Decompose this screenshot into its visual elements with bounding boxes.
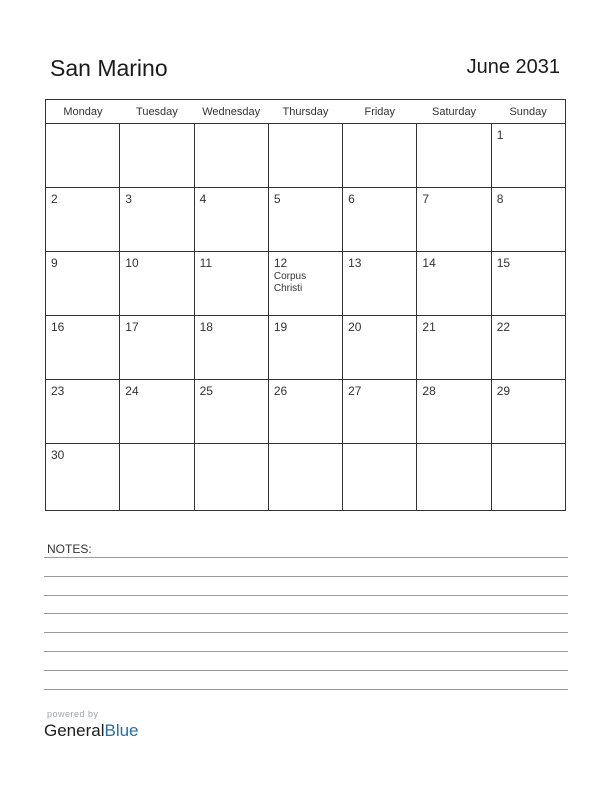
day-cell	[343, 252, 417, 316]
day-number: 15	[496, 256, 511, 270]
day-cell	[46, 444, 120, 511]
day-number: 24	[125, 384, 139, 398]
day-number: 17	[125, 320, 139, 334]
day-cell	[46, 316, 120, 380]
day-cell	[343, 124, 417, 188]
day-cell	[491, 252, 565, 316]
country-title: San Marino	[50, 55, 168, 81]
day-number: 14	[422, 256, 436, 270]
day-number: 7	[422, 192, 430, 206]
day-number: 25	[199, 384, 213, 398]
day-number: 16	[51, 320, 65, 334]
day-cell	[268, 188, 342, 252]
notes-line	[44, 613, 568, 614]
weekday-friday: Friday	[343, 100, 417, 124]
day-number: 23	[51, 384, 65, 398]
day-cell	[194, 380, 268, 444]
day-cell	[268, 124, 342, 188]
day-cell	[268, 380, 342, 444]
day-number: 22	[496, 320, 511, 334]
day-number: 8	[496, 192, 504, 206]
day-cell	[417, 188, 491, 252]
week-row	[46, 188, 566, 252]
day-number: 29	[496, 384, 511, 398]
day-cell	[417, 380, 491, 444]
day-cell	[417, 252, 491, 316]
notes-line	[44, 651, 568, 652]
week-row	[46, 252, 566, 316]
week-row	[46, 316, 566, 380]
day-number: 30	[51, 448, 65, 462]
day-number: 19	[273, 320, 288, 334]
day-number: 18	[199, 320, 213, 334]
day-number: 3	[125, 192, 132, 206]
weekday-monday: Monday	[46, 100, 120, 124]
brand-general: General	[44, 721, 105, 740]
day-number: 28	[422, 384, 436, 398]
day-number: 26	[273, 384, 288, 398]
holiday-label: Corpus Christi	[273, 271, 307, 294]
day-cell	[46, 124, 120, 188]
day-number: 21	[422, 320, 436, 334]
notes-line	[44, 595, 568, 596]
day-number: 2	[51, 192, 58, 206]
day-cell	[343, 444, 417, 511]
day-number: 1	[496, 128, 504, 142]
brand-blue: Blue	[104, 721, 139, 740]
day-cell	[491, 188, 565, 252]
day-cell	[194, 188, 268, 252]
notes-line	[44, 576, 568, 577]
day-number: 10	[125, 256, 139, 270]
day-cell	[491, 380, 565, 444]
day-number: 20	[348, 320, 362, 334]
weekday-wednesday: Wednesday	[194, 100, 268, 124]
weekday-saturday: Saturday	[417, 100, 491, 124]
day-cell	[120, 380, 194, 444]
day-number: 12	[273, 256, 288, 270]
day-cell-holiday	[268, 252, 342, 316]
notes-line	[44, 632, 568, 633]
day-number: 9	[51, 256, 58, 270]
day-cell	[417, 316, 491, 380]
week-row	[46, 380, 566, 444]
week-row	[46, 124, 566, 188]
weekday-thursday: Thursday	[268, 100, 342, 124]
day-cell	[46, 380, 120, 444]
day-cell	[417, 444, 491, 511]
day-cell	[343, 316, 417, 380]
day-cell	[120, 444, 194, 511]
day-cell	[268, 444, 342, 511]
day-cell	[120, 252, 194, 316]
day-cell	[491, 124, 565, 188]
day-cell	[417, 124, 491, 188]
notes-line	[44, 557, 568, 558]
day-number: 6	[348, 192, 355, 206]
powered-by-text: powered by	[47, 709, 99, 719]
day-number: 27	[348, 384, 362, 398]
day-cell	[194, 124, 268, 188]
day-cell	[343, 188, 417, 252]
generalblue-logo	[44, 721, 139, 741]
day-cell	[491, 444, 565, 511]
day-cell	[46, 188, 120, 252]
day-cell	[268, 316, 342, 380]
week-row	[46, 444, 566, 511]
day-cell	[194, 444, 268, 511]
day-cell	[194, 316, 268, 380]
day-number: 4	[199, 192, 207, 206]
weekday-sunday: Sunday	[491, 100, 565, 124]
day-number: 11	[199, 256, 213, 270]
notes-line	[44, 670, 568, 671]
day-cell	[120, 124, 194, 188]
day-cell	[120, 188, 194, 252]
calendar-grid	[45, 99, 566, 511]
day-number: 13	[348, 256, 362, 270]
day-cell	[194, 252, 268, 316]
day-cell	[491, 316, 565, 380]
notes-label: NOTES:	[47, 542, 92, 556]
day-cell	[120, 316, 194, 380]
weekday-header-row	[46, 100, 566, 124]
day-cell	[46, 252, 120, 316]
month-year-title: June 2031	[466, 56, 560, 78]
weekday-tuesday: Tuesday	[120, 100, 194, 124]
day-number: 5	[273, 192, 281, 206]
notes-line	[44, 689, 568, 690]
day-cell	[343, 380, 417, 444]
